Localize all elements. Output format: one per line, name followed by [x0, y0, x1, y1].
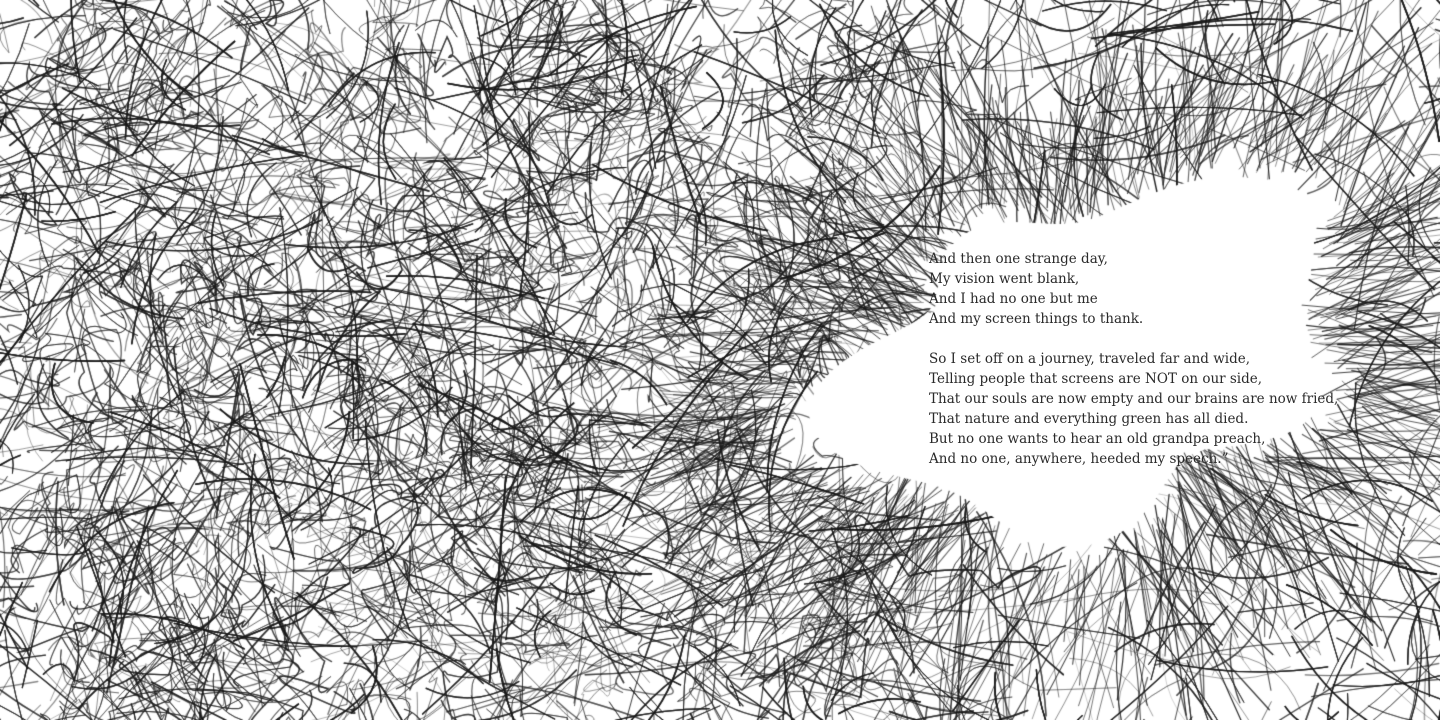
- poem-line: Telling people that screens are NOT on our side,: [929, 371, 1263, 387]
- poem-line: So I set off on a journey, traveled far and wide,: [929, 351, 1250, 367]
- poem-text: [929, 249, 1339, 489]
- poem-line: And no one, anywhere, heeded my speech.”: [929, 451, 1229, 467]
- poem-line: And I had no one but me: [929, 291, 1098, 307]
- stanza: [929, 349, 1339, 469]
- poem-line: My vision went blank,: [929, 271, 1080, 287]
- poem-line: And then one strange day,: [929, 251, 1108, 267]
- poem-line: But no one wants to hear an old grandpa preach,: [929, 431, 1266, 447]
- poem-line: That our souls are now empty and our brains are now fried,: [929, 391, 1339, 407]
- poem-line: That nature and everything green has all died.: [929, 411, 1249, 427]
- poem-line: And my screen things to thank.: [929, 311, 1144, 327]
- stanza: [929, 249, 1329, 329]
